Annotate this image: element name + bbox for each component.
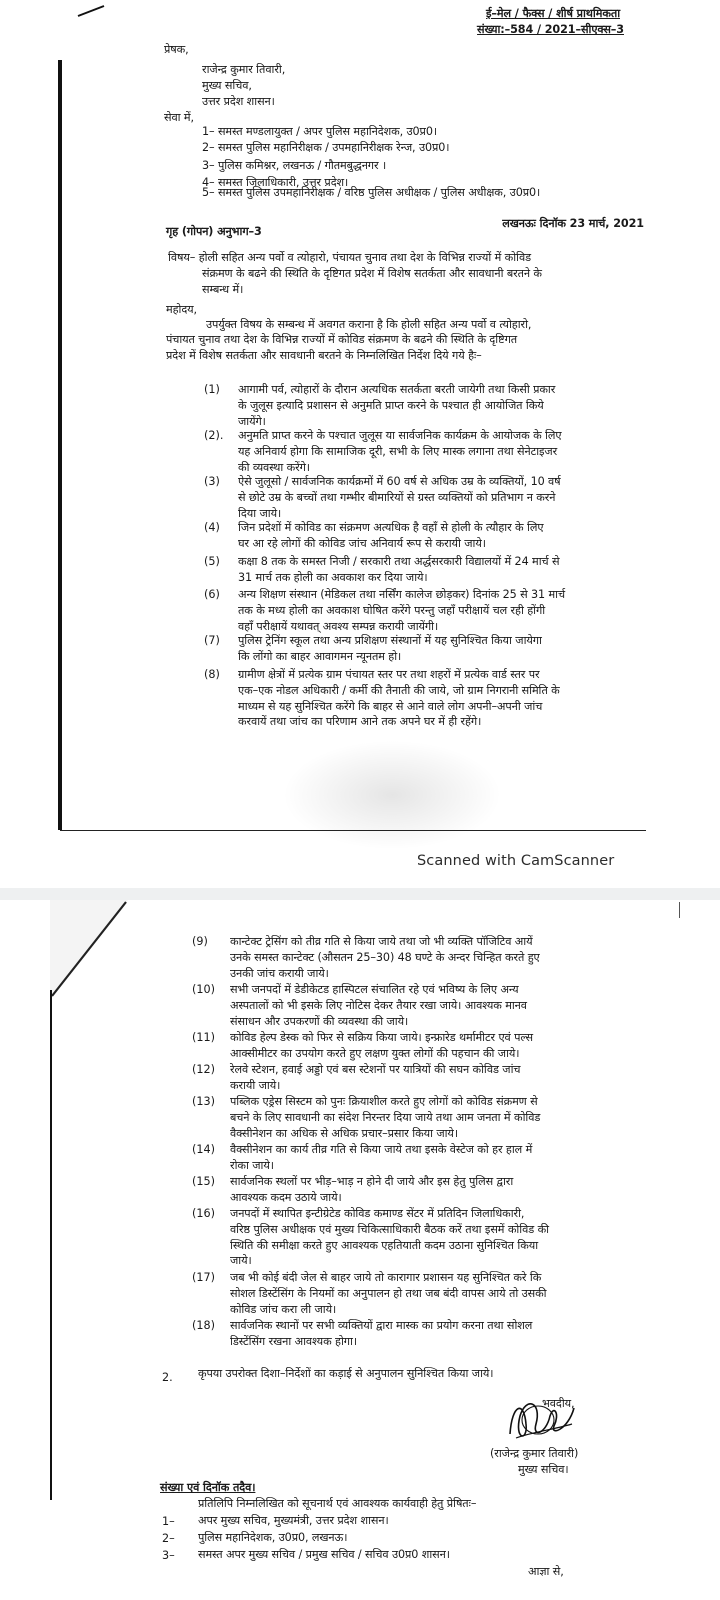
- recipient-item: 5– समस्त पुलिस उपमहानिरीक्षक / वरिष्ठ पुलिस अधीक्षक / पुलिस अधीक्षक, उ0प्र0।: [202, 186, 541, 199]
- subject-line: सम्बन्ध में।: [202, 283, 244, 296]
- page-bottom-rule: [60, 830, 646, 831]
- directive-text-line: ऐसे जुलूसो / सार्वजनिक कार्यक्रमों में 60 वर्ष से अधिक उम्र के व्यक्तियों, 10 वर्ष: [238, 475, 561, 488]
- directive-number: (5): [204, 555, 220, 568]
- copy-intro: प्रतिलिपि निम्नलिखित को सूचनार्थ एवं आवश्यक कार्यवाही हेतु प्रेषितः–: [198, 1497, 477, 1510]
- salutation: महोदय,: [166, 303, 198, 316]
- directive-number: (9): [192, 935, 208, 948]
- scan-right-tick: [679, 902, 680, 918]
- sender-label: प्रेषक,: [164, 43, 189, 56]
- directive-number: (11): [192, 1031, 215, 1044]
- recipients-label: सेवा में,: [164, 111, 194, 124]
- recipient-item: 3– पुलिस कमिश्नर, लखनऊ / गौतमबुद्धनगर ।: [202, 159, 387, 172]
- order-by: आज्ञा से,: [528, 1565, 564, 1578]
- directive-text-line: उनके समस्त कान्टेक्ट (औसतन 25–30) 48 घण्टे के अन्दर चिन्हित करते हुए: [230, 950, 540, 964]
- copy-item-number: 2–: [162, 1532, 175, 1545]
- directive-text-line: कान्टेक्ट ट्रेसिंग को तीव्र गति से किया जाये तथा जो भी व्यक्ति पॉजिटिव आयें: [230, 935, 533, 948]
- directive-number: (15): [192, 1175, 215, 1188]
- copy-item-number: 3–: [162, 1549, 175, 1562]
- directive-text-line: कोविड जांच करा ली जाये।: [230, 1302, 337, 1316]
- directive-text-line: वहाँ परीक्षायें यथावत् अवश्य सम्पन्न करायी जायेंगी।: [238, 619, 439, 633]
- directive-number: (10): [192, 983, 215, 996]
- directive-number: (7): [204, 634, 220, 647]
- sender-office: उत्तर प्रदेश शासन।: [202, 95, 275, 108]
- directive-text-line: कि लोंगो का बाहर आवागमन न्यूनतम हो।: [238, 649, 402, 663]
- reference-number: संख्या:–584 / 2021–सीएक्स–3: [477, 23, 624, 36]
- directive-text-line: अस्पतालों को भी इसके लिए नोटिस देकर तैयार रखा जाये। आवश्यक मानव: [230, 998, 527, 1012]
- copy-item-text: अपर मुख्य सचिव, मुख्यमंत्री, उत्तर प्रदेश शासन।: [198, 1514, 389, 1527]
- directive-text-line: सार्वजनिक स्थानों पर सभी व्यक्तियों द्वारा मास्क का प्रयोग करना तथा सोशल: [230, 1319, 533, 1332]
- para2-text: कृपया उपरोक्त दिशा–निर्देशों का कड़ाई से अनुपालन सुनिश्चित किया जाये।: [198, 1367, 494, 1380]
- directive-text-line: जिन प्रदेशों में कोविड का संक्रमण अत्यधिक है वहाँ से होली के त्यौहार के लिए: [238, 521, 544, 534]
- sender-designation: मुख्य सचिव,: [202, 79, 252, 92]
- directive-text-line: यह अनिवार्य होगा कि सामाजिक दूरी, सभी के लिए मास्क लगाना तथा सेनेटाइजर: [238, 444, 558, 458]
- directive-text-line: की व्यवस्था करेंगे।: [238, 460, 310, 474]
- directive-text-line: घर आ रहे लोगों की कोविड जांच अनिवार्य रूप से करायी जाये।: [238, 536, 486, 550]
- scan-smudge: [282, 740, 502, 850]
- intro-line: प्रदेश में विशेष सतर्कता और सावधानी बरतने के निम्नलिखित निर्देश दिये गये हैः–: [166, 349, 482, 362]
- directive-text-line: आक्सीमीटर का उपयोग करते हुए लक्षण युक्त लोगों की पहचान की जाये।: [230, 1046, 520, 1060]
- subject-line: संक्रमण के बढने की स्थिति के दृष्टिगत प्रदेश में विशेष सतर्कता और सावधानी बरतने के: [202, 267, 542, 280]
- directive-text-line: दिया जाये।: [238, 506, 282, 520]
- page-gap: [0, 888, 720, 900]
- directive-text-line: डिस्टेंसिंग रखना आवश्यक होगा।: [230, 1334, 357, 1348]
- directive-text-line: वैक्सीनेशन का कार्य तीव्र गति से किया जाये तथा इसके वेस्टेज को हर हाल में: [230, 1143, 533, 1156]
- directive-number: (4): [204, 521, 220, 534]
- directive-text-line: कोविड हेल्प डेस्क को फिर से सक्रिय किया जाये। इन्फ्रारेड थर्मामीटर एवं पल्स: [230, 1031, 533, 1044]
- directive-text-line: उनकी जांच करायी जाये।: [230, 966, 329, 980]
- directive-text-line: ग्रामीण क्षेत्रों में प्रत्येक ग्राम पंचायत स्तर पर तथा शहरों में प्रत्येक वार्ड स्तर पर: [238, 668, 540, 681]
- directive-text-line: संसाधन और उपकरणों की व्यवस्था की जाये।: [230, 1014, 409, 1028]
- fold-shadow-icon: [50, 900, 130, 1000]
- copy-heading: संख्या एवं दिनॉक तदैव।: [160, 1481, 256, 1494]
- directive-text-line: 31 मार्च तक होली का अवकाश कर दिया जाये।: [238, 570, 428, 584]
- directive-text-line: वरिष्ठ पुलिस अधीक्षक एवं मुख्य चिकित्साधिकारी बैठक करें तथा इसमें कोविड की: [230, 1222, 549, 1236]
- directive-number: (17): [192, 1271, 215, 1284]
- directive-text-line: आगामी पर्व, त्योहारों के दौरान अत्यधिक सतर्कता बरती जायेगी तथा किसी प्रकार: [238, 383, 556, 396]
- directive-text-line: तक के मध्य होली का अवकाश घोषित करेंगे परन्तु जहाँ परीक्षायें चल रही होंगी: [238, 603, 546, 617]
- directive-number: (1): [204, 383, 220, 396]
- directive-text-line: सभी जनपदों में डेडीकेटड हास्पिटल संचालित रहे एवं भविष्य के लिए अन्य: [230, 983, 519, 996]
- directive-text-line: करायी जाये।: [230, 1078, 281, 1092]
- copy-item-number: 1–: [162, 1515, 175, 1528]
- directive-number: (3): [204, 475, 220, 488]
- directive-text-line: बचने के लिए सावधानी का संदेश निरन्तर दिया जाये तथा आम जनता में कोविड: [230, 1110, 541, 1124]
- subject-line: विषय– होली सहित अन्य पर्वो व त्योहारो, पंचायत चुनाव तथा देश के विभिन्न राज्यों में कोविड: [168, 251, 531, 264]
- directive-number: (13): [192, 1095, 215, 1108]
- intro-line: उपर्युक्त विषय के सम्बन्ध में अवगत कराना है कि होली सहित अन्य पर्वो व त्योहारो,: [206, 318, 532, 331]
- scan-left-edge: [58, 60, 62, 830]
- directive-text-line: एक–एक नोडल अधिकारी / कर्मी की तैनाती की जाये, जो ग्राम निगरानी समिति के: [238, 683, 560, 697]
- recipient-item: 2– समस्त पुलिस महानिरीक्षक / उपमहानिरीक्षक रेन्ज, उ0प्र0।: [202, 141, 450, 154]
- directive-text-line: कक्षा 8 तक के समस्त निजी / सरकारी तथा अर्द्धसरकारी विद्यालयों में 24 मार्च से: [238, 555, 560, 568]
- directive-text-line: माध्यम से यह सुनिश्चित करेंगे कि बाहर से आने वाले लोग अपनी–अपनी जांच: [238, 699, 543, 713]
- scan-left-edge: [50, 990, 52, 1500]
- copy-item-text: पुलिस महानिदेशक, उ0प्र0, लखनऊ।: [198, 1531, 348, 1544]
- directive-text-line: आवश्यक कदम उठाये जाये।: [230, 1190, 342, 1204]
- recipient-item: 1– समस्त मण्डलायुक्त / अपर पुलिस महानिदेशक, उ0प्र0।: [202, 125, 437, 138]
- directive-number: (14): [192, 1143, 215, 1156]
- directive-number: (18): [192, 1319, 215, 1332]
- directive-text-line: पब्लिक एड्रेस सिस्टम को पुनः क्रियाशील करते हुए लोगों को कोविड संक्रमण से: [230, 1095, 538, 1108]
- recipient-item: 4– समस्त जिलाधिकारी, उत्तर प्रदेश।: [202, 176, 349, 189]
- directive-number: (6): [204, 588, 220, 601]
- copy-item-text: समस्त अपर मुख्य सचिव / प्रमुख सचिव / सचिव उ0प्र0 शासन।: [198, 1548, 450, 1561]
- directive-text-line: करवायें तथा जांच का परिणाम आने तक अपने घर में ही रहेंगे।: [238, 715, 482, 729]
- directive-number: (2).: [204, 429, 224, 442]
- directive-text-line: रेलवे स्टेशन, हवाई अड्डो एवं बस स्टेशनों पर यात्रियों की सघन कोविड जांच: [230, 1063, 521, 1076]
- signatory-name: (राजेन्द्र कुमार तिवारी): [490, 1447, 579, 1460]
- directive-text-line: जायेंगे।: [238, 414, 266, 428]
- closing-yours: भवदीय,: [542, 1397, 575, 1410]
- directive-text-line: सार्वजनिक स्थलों पर भीड़–भाड़ न होने दी जाये और इस हेतु पुलिस द्वारा: [230, 1175, 514, 1188]
- delivery-mode: ई–मेल / फैक्स / शीर्ष प्राथमिकता: [486, 7, 620, 20]
- sender-name: राजेन्द्र कुमार तिवारी,: [202, 63, 286, 76]
- directive-text-line: अन्य शिक्षण संस्थान (मेडिकल तथा नर्सिंग कालेज छोड़कर) दिनांक 25 से 31 मार्च: [238, 588, 565, 601]
- intro-line: पंचायत चुनाव तथा देश के विभिन्न राज्यों में कोविड संक्रमण के बढने की स्थिति के दृष्टिगत: [166, 333, 518, 346]
- scanned-page-1: [32, 0, 688, 888]
- directive-number: (8): [204, 668, 220, 681]
- letter-date: लखनऊः दिनॉक 23 मार्च, 2021: [502, 217, 644, 230]
- scanned-page-2: [32, 900, 688, 1600]
- directive-text-line: के जुलूस इत्यादि प्रशासन से अनुमति प्राप्त करने के पश्चात ही आयोजित किये: [238, 398, 544, 412]
- para2-number: 2.: [162, 1371, 173, 1384]
- directive-text-line: सोशल डिस्टेंसिंग के नियमों का अनुपालन हो तथा जब बंदी वापस आये तो उसकी: [230, 1286, 547, 1300]
- directive-text-line: जनपदों में स्थापित इन्टीग्रेटेड कोविड कमाण्ड सेंटर में प्रतिदिन जिलाधिकारी,: [230, 1207, 525, 1220]
- directive-text-line: रोका जाये।: [230, 1158, 274, 1172]
- pen-mark-icon: [76, 4, 106, 18]
- directive-text-line: स्थिति की समीक्षा करते हुए आवश्यक एहतियाती कदम उठाना सुनिश्चित किया: [230, 1238, 539, 1252]
- directive-text-line: पुलिस ट्रेनिंग स्कूल तथा अन्य प्रशिक्षण संस्थानों में यह सुनिश्चित किया जायेगा: [238, 634, 542, 647]
- camscanner-watermark: Scanned with CamScanner: [417, 853, 615, 869]
- signature: [502, 1394, 582, 1446]
- section-name: गृह (गोपन) अनुभाग–3: [166, 225, 262, 238]
- directive-text-line: अनुमति प्राप्त करने के पश्चात जुलूस या सार्वजनिक कार्यक्रम के आयोजक के लिए: [238, 429, 562, 442]
- signatory-designation: मुख्य सचिव।: [518, 1463, 569, 1476]
- directive-text-line: वैक्सीनेशन का अधिक से अधिक प्रचार–प्रसार किया जाये।: [230, 1126, 458, 1140]
- directive-text-line: जब भी कोई बंदी जेल से बाहर जाये तो कारागार प्रशासन यह सुनिश्चित करे कि: [230, 1271, 542, 1284]
- directive-number: (16): [192, 1207, 215, 1220]
- directive-number: (12): [192, 1063, 215, 1076]
- directive-text-line: से छोटे उम्र के बच्चों तथा गम्भीर बीमारियों से ग्रस्त व्यक्तियों को प्रतिभाग न करने: [238, 490, 556, 504]
- directive-text-line: जाये।: [230, 1254, 252, 1268]
